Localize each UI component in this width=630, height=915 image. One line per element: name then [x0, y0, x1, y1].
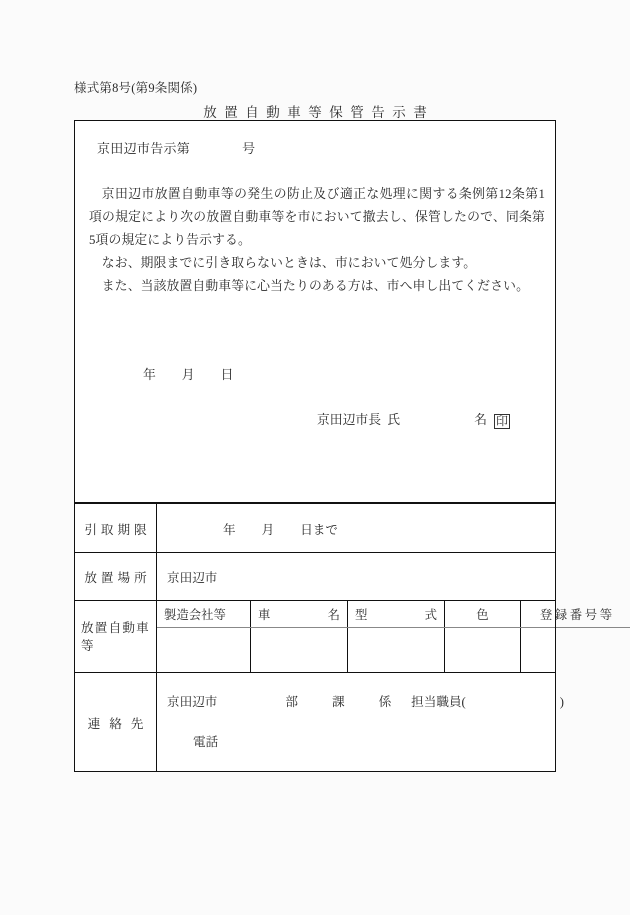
vehicle-subtable-cell — [157, 601, 615, 673]
vehicle-value-model[interactable] — [348, 628, 445, 673]
kokuji-number-line — [97, 138, 255, 157]
date-day-label: 日 — [220, 368, 234, 382]
location-value: 京田辺市 — [157, 553, 556, 601]
vehicle-col-model-a: 型 — [355, 608, 368, 622]
contact-department-line — [167, 691, 564, 710]
contact-value-cell — [157, 673, 564, 772]
seal-stamp-icon: 印 — [495, 414, 508, 428]
vehicle-value-color[interactable] — [445, 628, 521, 673]
deadline-year-label: 年 — [223, 522, 236, 537]
vehicle-col-carname-a: 車 — [258, 608, 271, 622]
vehicle-value-row — [157, 628, 630, 673]
signer-surname-label: 氏 — [387, 413, 401, 427]
contact-kakari-label: 係 — [378, 695, 392, 709]
date-year-label: 年 — [143, 368, 156, 382]
deadline-date-placeholder — [223, 519, 545, 538]
contact-ka-label: 課 — [331, 695, 345, 709]
notice-paragraph-1: 京田辺市放置自動車等の発生の防止及び適正な処理に関する条例第12条第1項の規定により次の放置自動車等を市において撤去し、保管したので、同条第5項の規定により告示する。 — [89, 187, 545, 247]
vehicle-label: 放置自動車等 — [75, 601, 157, 673]
deadline-day-label: 日まで — [300, 522, 338, 537]
notice-body-text — [89, 183, 545, 298]
vehicle-value-manufacturer[interactable] — [157, 628, 251, 673]
vehicle-col-model-b: 式 — [424, 608, 437, 622]
notice-paragraph-2: なお、期限までに引き取らないときは、市において処分します。 — [101, 256, 477, 270]
vehicle-value-regnumber[interactable] — [521, 628, 630, 673]
form-code-label: 様式第8号(第9条関係) — [74, 81, 198, 95]
contact-label: 連絡先 — [75, 673, 157, 772]
deadline-label: 引取期限 — [75, 504, 157, 553]
vehicle-col-regnumber: 登録番号等 — [521, 601, 630, 628]
table-row-contact — [75, 673, 556, 772]
vehicle-col-carname-b: 名 — [327, 608, 340, 622]
kokuji-number-suffix: 号 — [242, 141, 256, 156]
date-month-label: 月 — [181, 368, 195, 382]
table-row-vehicle — [75, 601, 556, 673]
vehicle-col-model — [348, 601, 445, 628]
contact-city: 京田辺市 — [167, 695, 218, 709]
signer-givenname-label: 名 — [474, 413, 487, 427]
table-row-location — [75, 553, 556, 601]
signer-title: 京田辺市長 — [317, 413, 381, 427]
contact-telephone-line: 電話 — [193, 735, 219, 749]
document-title: 放置自動車等保管告示書 — [203, 105, 435, 120]
vehicle-value-carname[interactable] — [251, 628, 348, 673]
contact-staff-close: ) — [559, 695, 564, 709]
contact-staff-open: 担当職員( — [411, 695, 466, 709]
location-label: 放置場所 — [75, 553, 157, 601]
kokuji-number-prefix: 京田辺市告示第 — [97, 141, 191, 156]
vehicle-col-color: 色 — [445, 601, 521, 628]
deadline-value-cell — [157, 504, 556, 553]
details-table — [74, 503, 615, 772]
vehicle-col-carname — [251, 601, 348, 628]
table-row-deadline — [75, 504, 556, 553]
notice-date-line — [143, 364, 233, 383]
notice-main-box — [74, 120, 556, 503]
vehicle-header-row — [157, 601, 630, 628]
contact-bu-label: 部 — [285, 695, 298, 709]
signature-line — [317, 409, 510, 429]
notice-paragraph-3: また、当該放置自動車等に心当たりのある方は、市へ申し出てください。 — [101, 279, 530, 293]
deadline-month-label: 月 — [261, 522, 275, 537]
vehicle-col-manufacturer: 製造会社等 — [157, 601, 251, 628]
vehicle-detail-table — [157, 601, 630, 672]
